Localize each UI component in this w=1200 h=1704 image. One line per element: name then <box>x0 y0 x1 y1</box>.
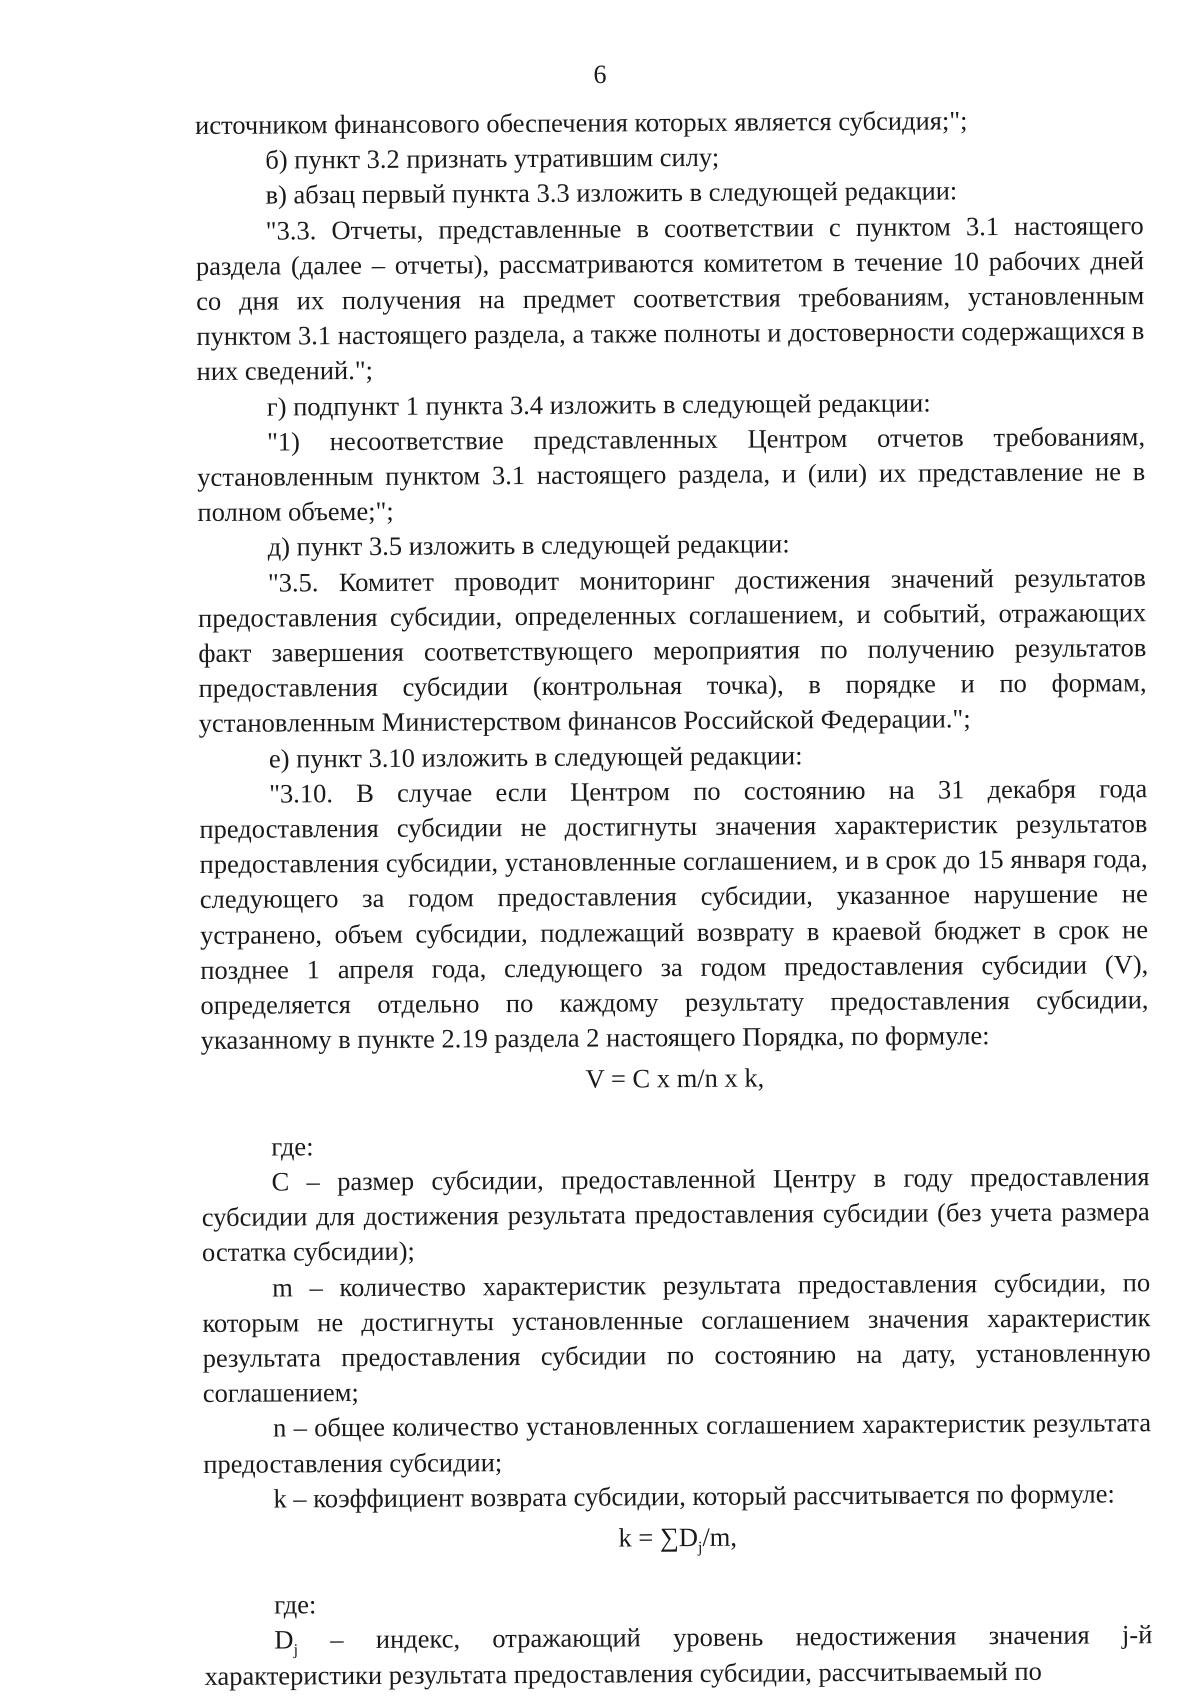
paragraph-continuation: источником финансового обеспечения которых является субсидия;"; <box>195 105 968 140</box>
paragraph-quote-3-10: "3.10. В случае если Центром по состоянию на 31 декабря года предоставления субсидии не достигнуты значения характеристик результатов предоставления субсидии, установленные соглашением, и в срок до 15 января года, следующего за годом предоставления субсидии, указанное нарушение не устранено, объем субсидии, подлежащий возврату в краевой бюджет в срок не позднее 1 апреля года, следующего за годом предоставления субсидии (V), определяется отдельно по каждому результату предоставления субсидии, указанному в пункте 2.19 раздела 2 настоящего Порядка, по формуле: <box>199 773 1149 1056</box>
paragraph-item-g: г) подпункт 1 пункта 3.4 изложить в следующей редакции: <box>266 387 931 422</box>
definition-dj-symbol: D <box>274 1624 294 1655</box>
page-number: 6 <box>593 60 607 89</box>
paragraph-item-e: е) пункт 3.10 изложить в следующей редакции: <box>268 739 803 774</box>
paragraph-item-d: д) пункт 3.5 изложить в следующей редакции: <box>267 528 790 563</box>
document-body <box>195 102 1153 1693</box>
formula-v: V = C x m/n x k, <box>585 1063 765 1095</box>
definition-dj-text: – индекс, отражающий уровень недостижения значения j-й характеристики результата предоставления субсидии, рассчитываемый по <box>204 1619 1153 1691</box>
formula-k-prefix: k = ∑D <box>618 1521 699 1553</box>
where-label-2: где: <box>274 1589 317 1620</box>
paragraph-item-b: б) пункт 3.2 признать утратившим силу; <box>265 142 720 175</box>
definition-dj <box>204 1618 1152 1694</box>
formula-k <box>204 1517 1152 1558</box>
paragraph-quote-3-3: "3.3. Отчеты, представленные в соответствии с пунктом 3.1 настоящего раздела (далее – отчеты), рассматриваются комитетом в течение 10 рабочих дней со дня их получения на предмет соответствия требованиям, установленным пунктом 3.1 настоящего раздела, а также полноты и достоверности содержащихся в них сведений."; <box>195 209 1145 387</box>
definition-dj-subscript: j <box>293 1642 299 1660</box>
definition-c: C – размер субсидии, предоставленной Центру в году предоставления субсидии для достижения результата предоставления субсидии (без учета размера остатка субсидии); <box>201 1161 1150 1268</box>
where-label: где: <box>271 1130 314 1162</box>
definition-n: n – общее количество установленных соглашением характеристик результата предоставления субсидии; <box>203 1407 1152 1479</box>
definition-m: m – количество характеристик результата предоставления субсидии, по которым не достигнуты установленные соглашением значения характеристик результата предоставления субсидии по состоянию на дату, установленную соглашением; <box>202 1266 1151 1409</box>
paragraph-quote-3-4-1: "1) несоответствие представленных Центром отчетов требованиям, установленным пунктом 3.1 настоящего раздела, и (или) их представление не в полном объеме;"; <box>197 421 1146 528</box>
definition-k: k – коэффициент возврата субсидии, который рассчитывается по формуле: <box>273 1478 1115 1514</box>
formula-k-suffix: /m, <box>702 1521 738 1552</box>
paragraph-item-v: в) абзац первый пункта 3.3 изложить в следующей редакции: <box>265 175 958 210</box>
formula-k-subscript: j <box>697 1539 703 1557</box>
paragraph-quote-3-5: "3.5. Комитет проводит мониторинг достижения значений результатов предоставления субсидии, определенных соглашением, и событий, отражающих факт завершения соответствующего мероприятия по получению результатов предоставления субсидии (контрольная точка), в порядке и по формам, установленным Министерством финансов Российской Федерации."; <box>198 561 1147 739</box>
